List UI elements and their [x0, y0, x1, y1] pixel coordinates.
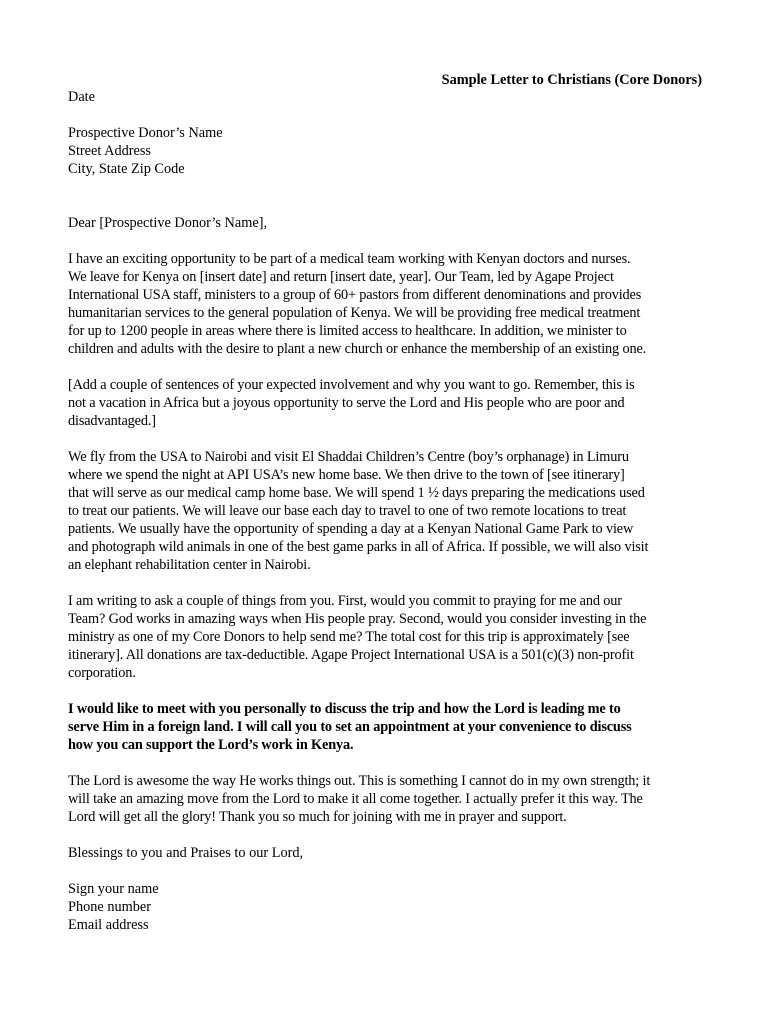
- paragraph-closing-thoughts: [68, 772, 708, 826]
- paragraph-line: Team? God works in amazing ways when His people pray. Second, would you consider investing in the: [68, 611, 647, 627]
- letter-body: [68, 88, 708, 952]
- address-line: Prospective Donor’s Name: [68, 125, 223, 141]
- paragraph-line: for up to 1200 people in areas where there is limited access to healthcare. In addition, we minister to: [68, 323, 627, 339]
- paragraph-line: We leave for Kenya on [insert date] and return [insert date, year]. Our Team, led by Agape Project: [68, 269, 614, 285]
- paragraph-line: I would like to meet with you personally to discuss the trip and how the Lord is leading me to: [68, 701, 621, 717]
- paragraph-line: patients. We usually have the opportunity of spending a day at a Kenyan National Game Park to view: [68, 521, 634, 537]
- paragraph-line: I have an exciting opportunity to be part of a medical team working with Kenyan doctors and nurses.: [68, 251, 631, 267]
- paragraph-line: corporation.: [68, 665, 136, 681]
- paragraph-line: serve Him in a foreign land. I will call you to set an appointment at your convenience to discuss: [68, 719, 632, 735]
- paragraph-line: International USA staff, ministers to a group of 60+ pastors from different denominations and provides: [68, 287, 642, 303]
- salutation: [68, 214, 708, 232]
- paragraph-request: [68, 592, 708, 682]
- paragraph-line: ministry as one of my Core Donors to help send me? The total cost for this trip is approximately [see: [68, 629, 630, 645]
- paragraph-line: disadvantaged.]: [68, 413, 156, 429]
- paragraph-itinerary: [68, 448, 708, 574]
- signature-phone: Phone number: [68, 899, 151, 915]
- paragraph-line: children and adults with the desire to plant a new church or enhance the membership of an existing one.: [68, 341, 647, 357]
- paragraph-line: I am writing to ask a couple of things from you. First, would you commit to praying for me and our: [68, 593, 622, 609]
- closing-text: Blessings to you and Praises to our Lord,: [68, 845, 304, 861]
- recipient-address: [68, 124, 708, 178]
- paragraph-meeting-bold: [68, 700, 708, 754]
- paragraph-line: and photograph wild animals in one of the best game parks in all of Africa. If possible, we will also visit: [68, 539, 649, 555]
- address-line: Street Address: [68, 143, 151, 159]
- signature-email: Email address: [68, 917, 149, 933]
- paragraph-line: that will serve as our medical camp home base. We will spend 1 ½ days preparing the medications used: [68, 485, 645, 501]
- paragraph-line: Lord will get all the glory! Thank you so much for joining with me in prayer and support.: [68, 809, 567, 825]
- paragraph-line: an elephant rehabilitation center in Nairobi.: [68, 557, 311, 573]
- paragraph-line: not a vacation in Africa but a joyous opportunity to serve the Lord and His people who are poor and: [68, 395, 625, 411]
- date-line: [68, 88, 708, 106]
- address-line: City, State Zip Code: [68, 161, 185, 177]
- paragraph-line: how you can support the Lord’s work in Kenya.: [68, 737, 354, 753]
- closing: [68, 844, 708, 862]
- paragraph-intro: [68, 250, 708, 358]
- signature-block: [68, 880, 708, 934]
- paragraph-involvement: [68, 376, 708, 430]
- paragraph-line: where we spend the night at API USA’s new home base. We then drive to the town of [see itinerary]: [68, 467, 625, 483]
- paragraph-line: [Add a couple of sentences of your expected involvement and why you want to go. Remember, this is: [68, 377, 635, 393]
- paragraph-line: itinerary]. All donations are tax-deductible. Agape Project International USA is a 501(c)(3) non-profit: [68, 647, 634, 663]
- paragraph-line: to treat our patients. We will leave our base each day to travel to one of two remote locations to treat: [68, 503, 627, 519]
- salutation-text: Dear [Prospective Donor’s Name],: [68, 215, 268, 231]
- signature-name: Sign your name: [68, 881, 159, 897]
- paragraph-line: humanitarian services to the general population of Kenya. We will be providing free medical treatment: [68, 305, 641, 321]
- paragraph-line: We fly from the USA to Nairobi and visit El Shaddai Children’s Centre (boy’s orphanage) in Limuru: [68, 449, 629, 465]
- paragraph-line: The Lord is awesome the way He works things out. This is something I cannot do in my own strength; it: [68, 773, 651, 789]
- letter-title: Sample Letter to Christians (Core Donors): [441, 72, 702, 88]
- paragraph-line: will take an amazing move from the Lord to make it all come together. I actually prefer it this way. The: [68, 791, 643, 807]
- date-text: Date: [68, 89, 95, 105]
